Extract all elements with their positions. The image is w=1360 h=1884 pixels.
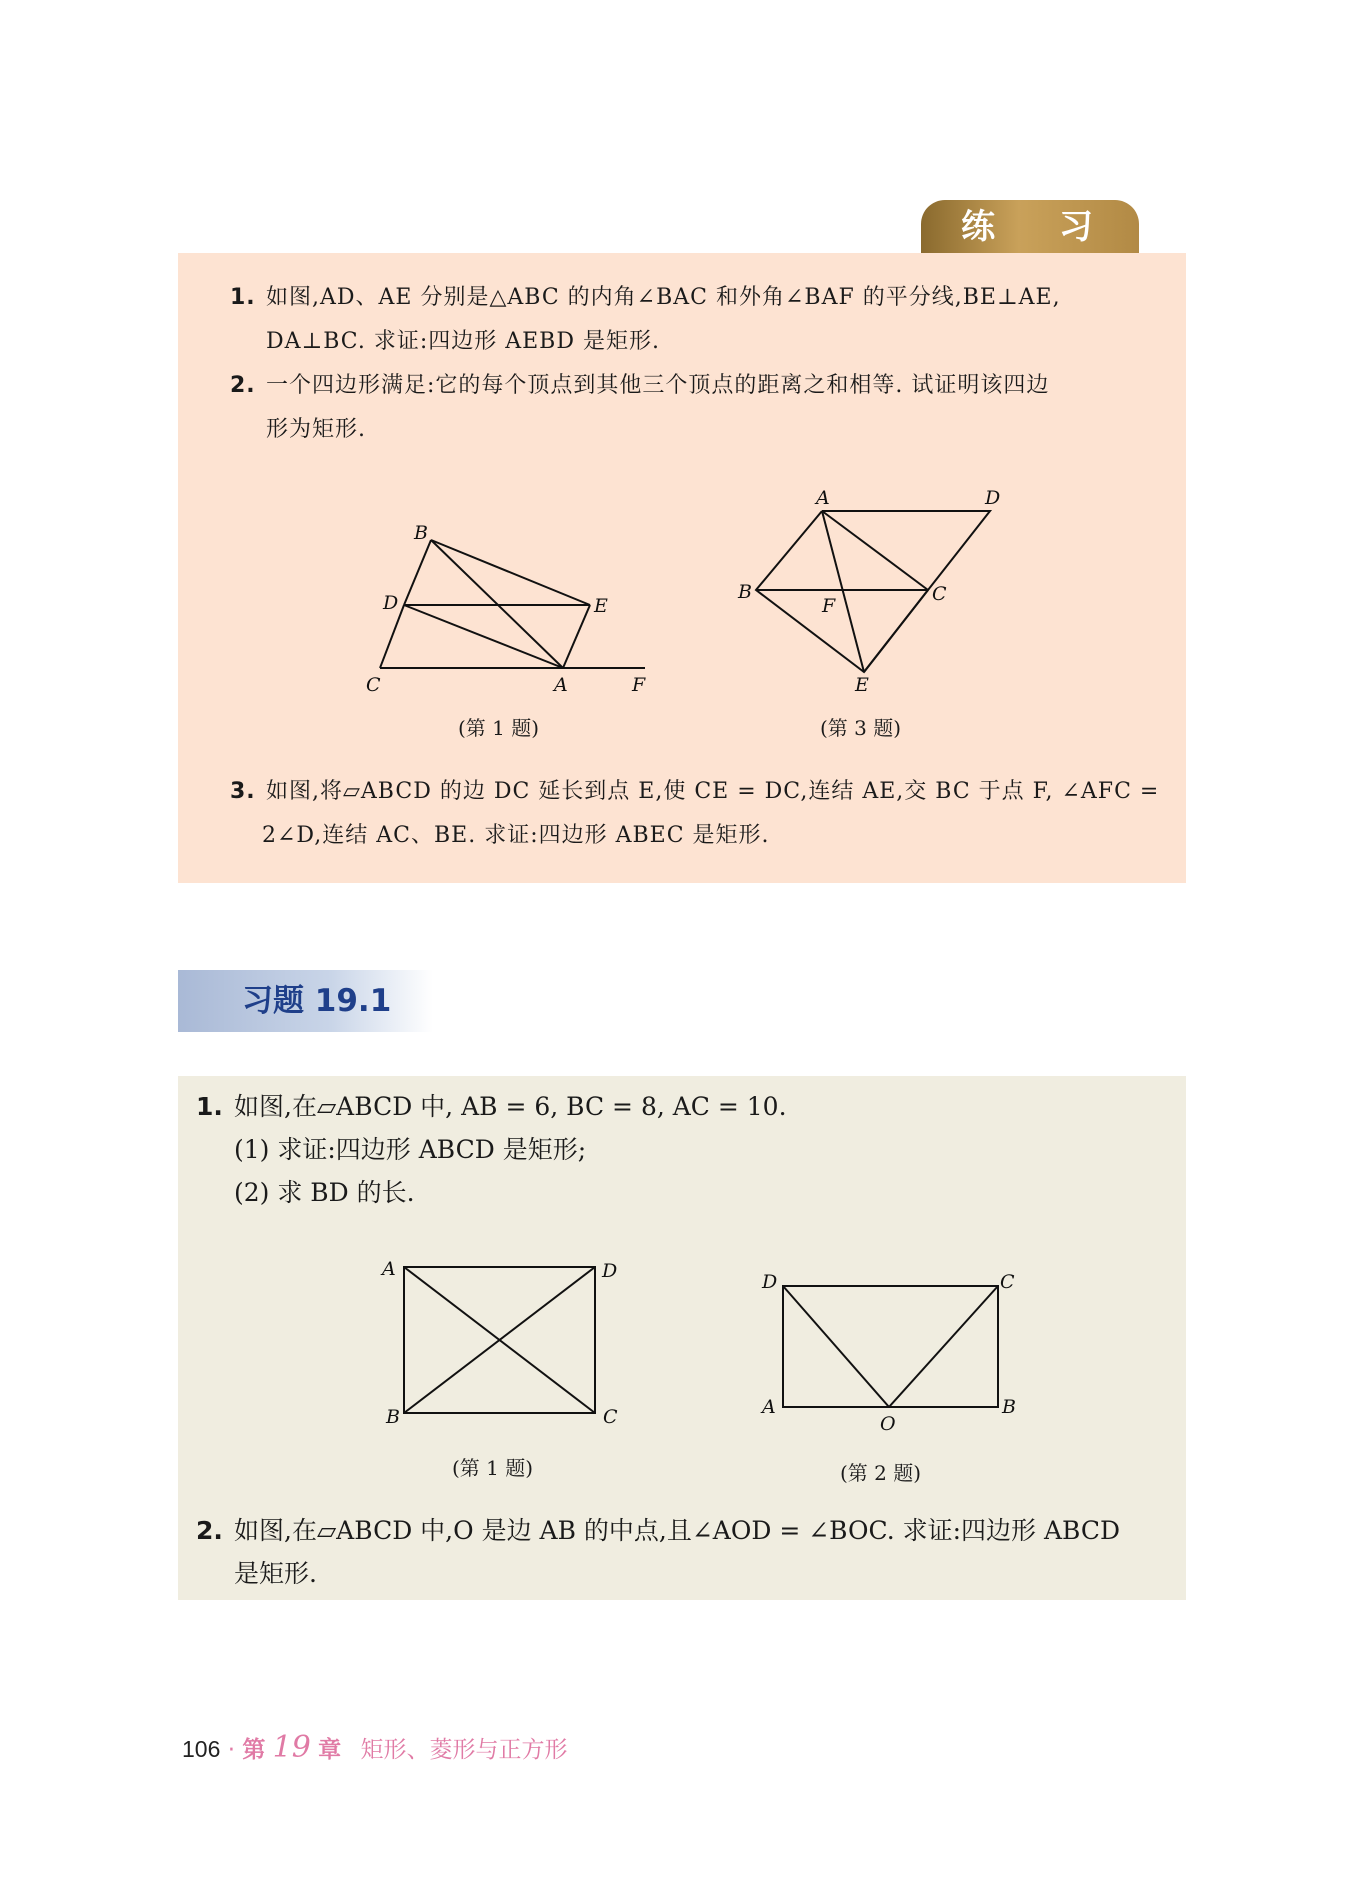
figB-rectangle [783,1286,998,1407]
fig1-label-E: E [594,595,608,617]
practice-q3-line2: 2∠D,连结 AC、BE. 求证:四边形 ABEC 是矩形. [262,823,770,848]
fig1-label-A: A [554,674,568,696]
figB-seg-DO [783,1286,889,1407]
fig1-seg-EA [563,605,590,668]
fig3-label-D: D [985,487,1001,509]
exercise-e2-line2: 是矩形. [234,1559,317,1588]
fig3-label-F: F [822,595,836,617]
fig3-seg-CE [864,590,928,672]
practice-q2-num: 2. [230,373,256,398]
fig3-label-A: A [816,487,830,509]
exercise-e1-sub1: (1) 求证:四边形 ABCD 是矩形; [234,1135,587,1164]
figA-label-B: B [386,1406,400,1428]
page-number: 106 [182,1736,221,1762]
figA-label-A: A [382,1258,396,1280]
practice-fig3-caption: (第 3 题) [820,716,902,740]
practice-q2-line2: 形为矩形. [266,417,366,442]
figB-label-D: D [762,1271,778,1293]
figB-label-O: O [880,1413,896,1435]
exercise-e2-line1: 如图,在▱ABCD 中,O 是边 AB 的中点,且∠AOD = ∠BOC. 求证:四边形 ABCD [234,1516,1121,1545]
figA-label-C: C [603,1406,618,1428]
fig3-label-B: B [738,581,752,603]
exercise-figA-caption: (第 1 题) [452,1456,534,1480]
exercise-e2-num: 2. [196,1516,223,1545]
practice-q1-num: 1. [230,285,256,310]
exercise-e1-line1: 如图,在▱ABCD 中, AB = 6, BC = 8, AC = 10. [234,1092,787,1121]
fig3-label-C: C [932,583,947,605]
chapter-prefix: 第 [242,1737,266,1763]
fig1-label-F: F [632,674,646,696]
fig1-seg-BD [404,540,431,605]
practice-q3-num: 3. [230,779,256,804]
fig3-seg-AC [822,511,928,590]
practice-figure-3 [730,480,1020,700]
fig1-label-B: B [414,522,428,544]
fig1-seg-DC [380,605,404,668]
practice-q2-line1: 一个四边形满足:它的每个顶点到其他三个顶点的距离之和相等. 试证明该四边 [266,373,1050,398]
figA-label-D: D [602,1260,618,1282]
exercise-title: 习题 19.1 [242,983,392,1019]
chapter-suffix: 章 [318,1737,342,1763]
exercise-figB-caption: (第 2 题) [840,1461,922,1485]
practice-q1-line1: 如图,AD、AE 分别是△ABC 的内角∠BAC 和外角∠BAF 的平分线,BE⊥AE, [266,285,1061,310]
fig1-label-C: C [366,674,381,696]
fig1-seg-BE [431,540,590,605]
practice-q1-line2: DA⊥BC. 求证:四边形 AEBD 是矩形. [266,329,660,354]
practice-q3-line1: 如图,将▱ABCD 的边 DC 延长到点 E,使 CE = DC,连结 AE,交 BC 于点 F, ∠AFC = [266,779,1160,804]
exercise-figure-2 [750,1255,1030,1435]
figB-label-C: C [1000,1271,1015,1293]
exercise-figure-1 [370,1250,640,1430]
page-footer [182,1728,567,1770]
chapter-number: 19 [272,1730,311,1765]
exercise-e1-sub2: (2) 求 BD 的长. [234,1178,415,1207]
footer-separator: · [227,1737,235,1763]
figB-seg-CO [889,1286,998,1407]
figB-label-A: A [762,1396,776,1418]
fig3-seg-AE [822,511,864,672]
chapter-title: 矩形、菱形与正方形 [360,1737,568,1763]
fig1-label-D: D [383,592,399,614]
practice-tab: 练 习 [921,200,1139,254]
fig1-seg-DA [404,605,563,668]
practice-fig1-caption: (第 1 题) [458,716,540,740]
exercise-e1-num: 1. [196,1092,223,1121]
fig3-label-E: E [855,674,869,696]
fig3-outline [756,511,990,672]
figB-label-B: B [1002,1396,1016,1418]
practice-figure-1 [360,515,660,705]
